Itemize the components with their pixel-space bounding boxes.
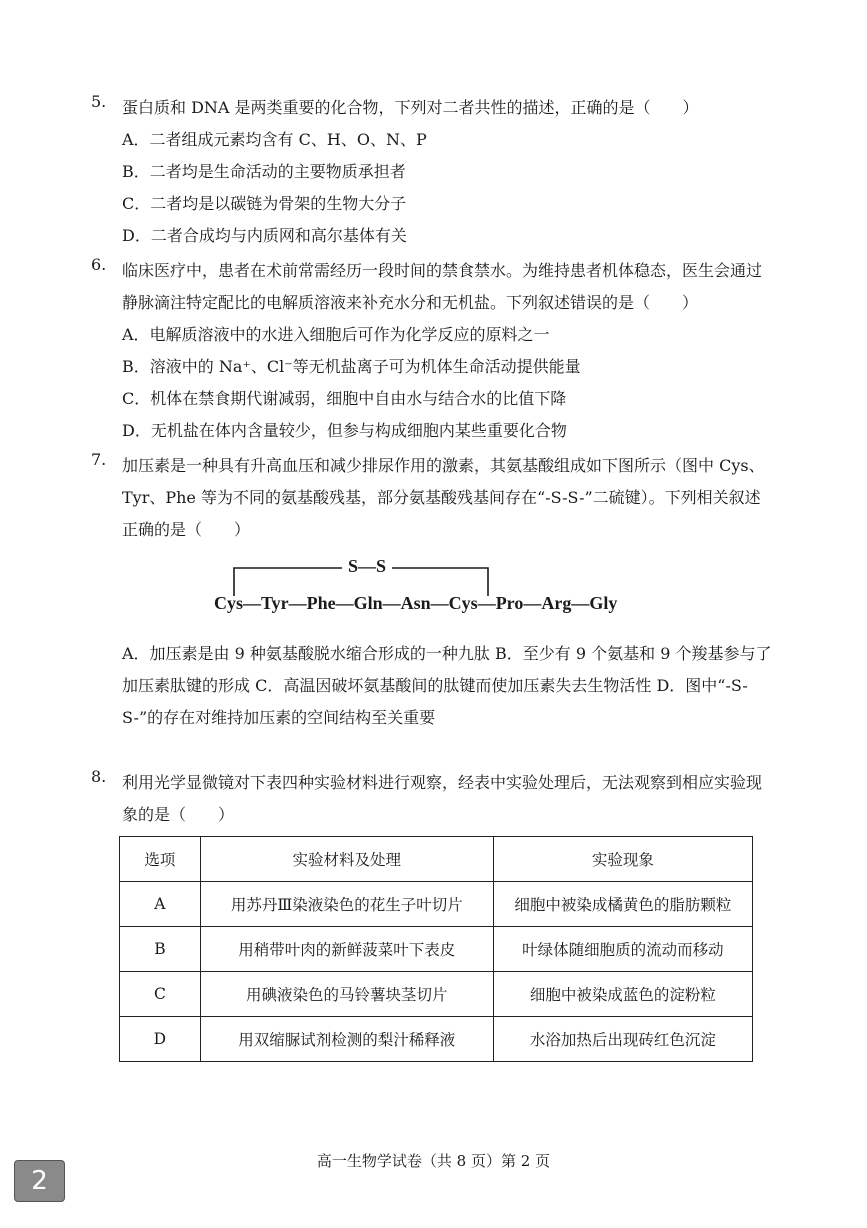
- table-cell: C: [120, 972, 201, 1017]
- option-list: [122, 124, 791, 252]
- question-stem: [122, 92, 791, 124]
- question-number: 7.: [91, 450, 107, 469]
- stem-line: 临床医疗中，患者在术前常需经历一段时间的禁食禁水。为维持患者机体稳态，医生会通过: [122, 261, 763, 280]
- option-c: C．机体在禁食期代谢减弱，细胞中自由水与结合水的比值下降: [122, 389, 567, 408]
- table-cell: 用碘液染色的马铃薯块茎切片: [200, 972, 493, 1017]
- amino-acid-chain: Cys—Tyr—Phe—Gln—Asn—Cys—Pro—Arg—Gly: [214, 593, 618, 613]
- stem-line: 静脉滴注特定配比的电解质溶液来补充水分和无机盐。下列叙述错误的是（ ）: [122, 293, 699, 312]
- table-cell: 用双缩脲试剂检测的梨汁稀释液: [200, 1017, 493, 1062]
- table-cell: B: [120, 927, 201, 972]
- table-row: [120, 927, 753, 972]
- option-d: D．图中“-S-S-”的存在对维持加压素的空间结构至关重要: [122, 676, 748, 727]
- question-7-options: [122, 638, 782, 734]
- table-row: [120, 882, 753, 927]
- stem-line: 蛋白质和 DNA 是两类重要的化合物，下列对二者共性的描述，正确的是（ ）: [122, 98, 699, 117]
- table-cell: 细胞中被染成蓝色的淀粉粒: [493, 972, 752, 1017]
- option-a: A．二者组成元素均含有 C、H、O、N、P: [122, 130, 427, 149]
- table-row: [120, 1017, 753, 1062]
- option-c: C．二者均是以碳链为骨架的生物大分子: [122, 194, 407, 213]
- stem-line: 利用光学显微镜对下表四种实验材料进行观察，经表中实验处理后，无法观察到相应实验现: [122, 773, 763, 792]
- stem-line: 正确的是（ ）: [122, 520, 251, 539]
- disulfide-bond-label: S—S: [342, 556, 392, 577]
- stem-line: 加压素是一种具有升高血压和减少排尿作用的激素，其氨基酸组成如下图所示（图中 Cys、: [122, 456, 765, 475]
- question-6: [91, 255, 791, 447]
- page-number-badge: 2: [14, 1160, 65, 1202]
- table-cell: 细胞中被染成橘黄色的脂肪颗粒: [493, 882, 752, 927]
- question-stem: [122, 255, 791, 319]
- question-stem: [122, 767, 791, 831]
- question-number: 5.: [91, 92, 107, 111]
- option-list: [122, 319, 791, 447]
- option-b: B．溶液中的 Na⁺、Cl⁻等无机盐离子可为机体生命活动提供能量: [122, 357, 581, 376]
- table-cell: 用苏丹Ⅲ染液染色的花生子叶切片: [200, 882, 493, 927]
- option-c: C．高温因破坏氨基酸间的肽键而使加压素失去生物活性: [255, 676, 652, 695]
- stem-line: Tyr、Phe 等为不同的氨基酸残基，部分氨基酸残基间存在“-S-S-”二硫键）。下列相关叙述: [122, 488, 761, 507]
- option-a: A．加压素是由 9 种氨基酸脱水缩合形成的一种九肽: [122, 644, 490, 663]
- table-header: 实验现象: [493, 837, 752, 882]
- option-b: B．至少有 9 个氨基和 9 个羧基参与了加压素肽键的形成: [122, 644, 772, 695]
- question-8: [91, 767, 791, 831]
- option-b: B．二者均是生命活动的主要物质承担者: [122, 162, 406, 181]
- table-cell: 叶绿体随细胞质的流动而移动: [493, 927, 752, 972]
- table-cell: 水浴加热后出现砖红色沉淀: [493, 1017, 752, 1062]
- page-footer: 高一生物学试卷（共 8 页）第 2 页: [316, 1152, 551, 1170]
- question-number: 6.: [91, 255, 107, 274]
- table-header: 实验材料及处理: [200, 837, 493, 882]
- stem-line: 象的是（ ）: [122, 805, 235, 824]
- table-header: 选项: [120, 837, 201, 882]
- experiment-table: [119, 836, 753, 1062]
- option-a: A．电解质溶液中的水进入细胞后可作为化学反应的原料之一: [122, 325, 550, 344]
- disulfide-bracket: [214, 556, 674, 626]
- question-7: [91, 450, 791, 546]
- question-5: [91, 92, 791, 252]
- question-stem: [122, 450, 791, 546]
- table-cell: A: [120, 882, 201, 927]
- table-row: [120, 972, 753, 1017]
- option-list: [122, 638, 782, 734]
- option-d: D．无机盐在体内含量较少，但参与构成细胞内某些重要化合物: [122, 421, 567, 440]
- vasopressin-structure: [214, 556, 674, 626]
- question-number: 8.: [91, 767, 107, 786]
- table-cell: 用稍带叶肉的新鲜菠菜叶下表皮: [200, 927, 493, 972]
- table-header-row: [120, 837, 753, 882]
- table-cell: D: [120, 1017, 201, 1062]
- option-d: D．二者合成均与内质网和高尔基体有关: [122, 226, 407, 245]
